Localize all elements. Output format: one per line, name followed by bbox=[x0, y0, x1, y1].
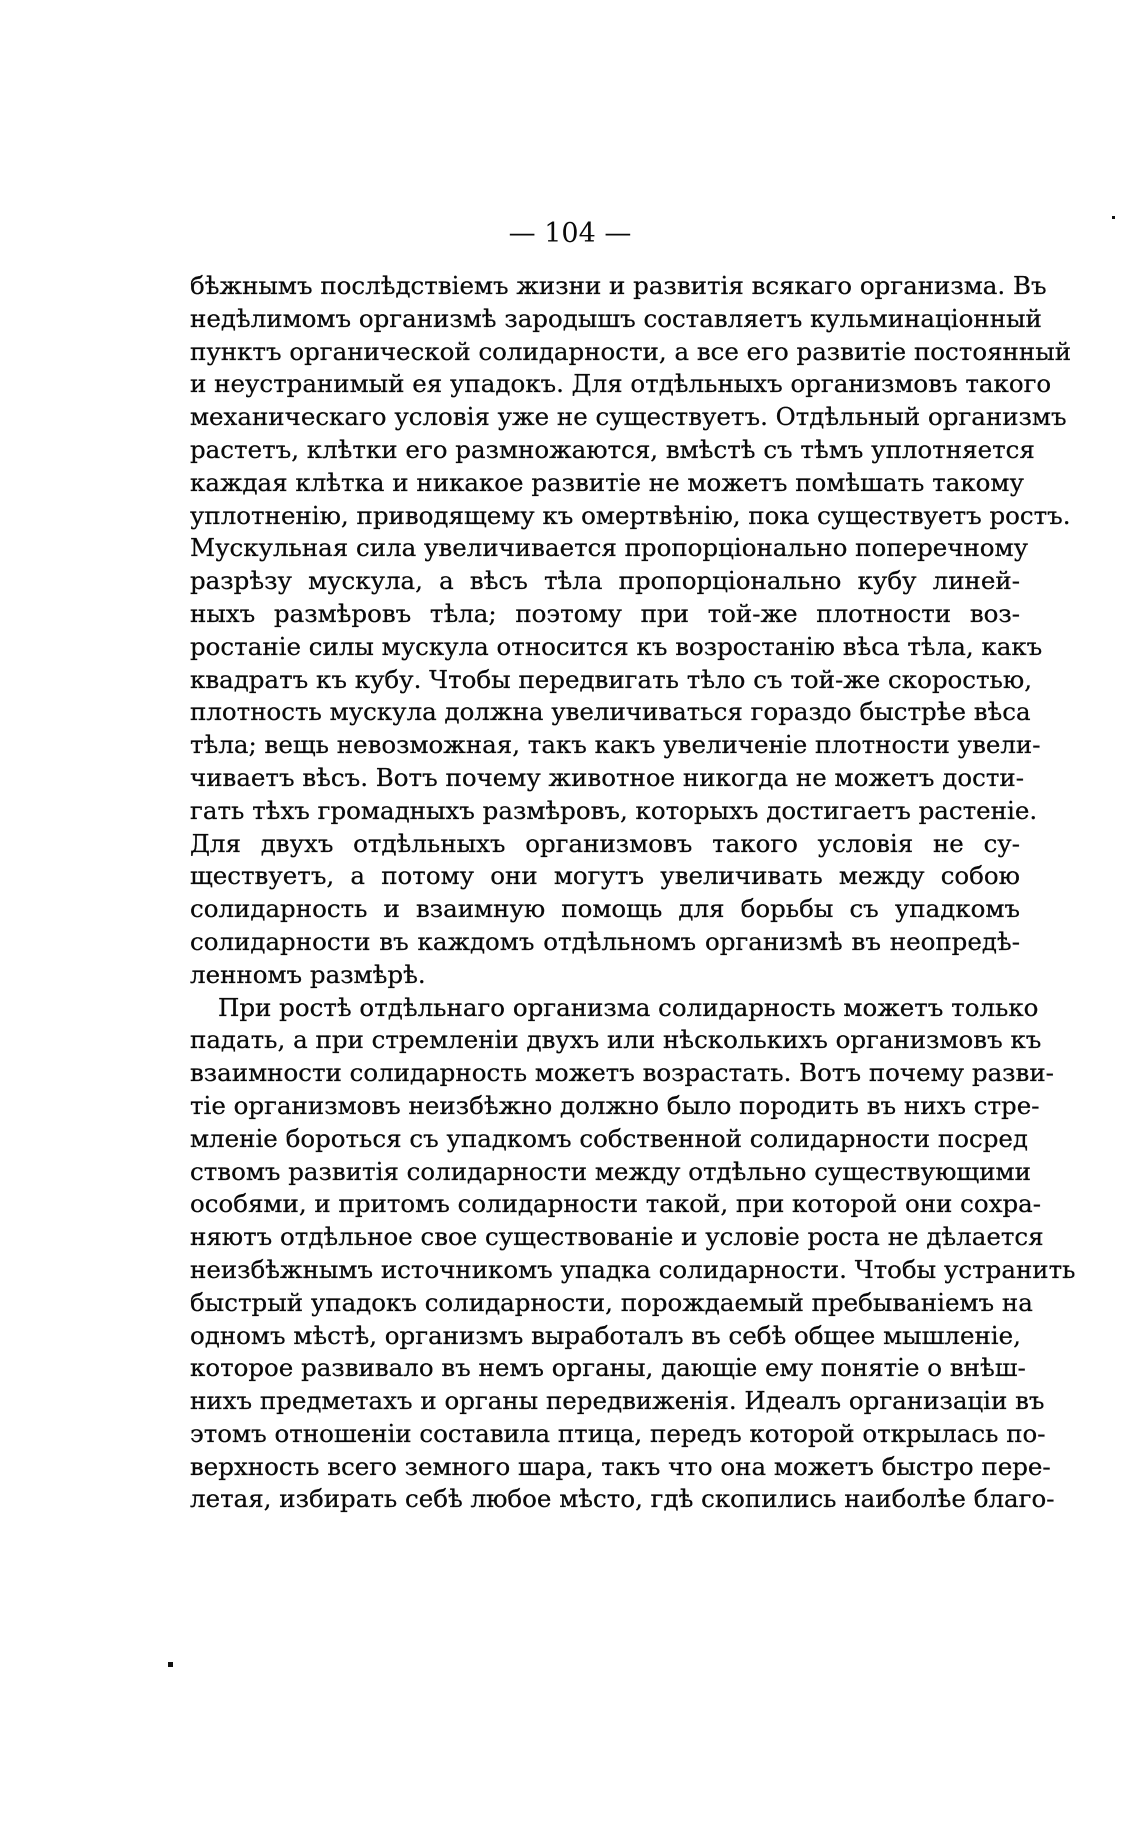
text-line: пунктъ органической солидарности, а все его развитіе постоянный bbox=[190, 336, 1072, 366]
text-line: верхность всего земного шара, такъ что она можетъ быстро пере- bbox=[190, 1451, 1051, 1481]
text-line: которое развивало въ немъ органы, дающіе ему понятіе о внѣш- bbox=[190, 1353, 1026, 1383]
text-line: солидарности въ каждомъ отдѣльномъ организмѣ въ неопредѣ- bbox=[190, 926, 1020, 956]
text-line: уплотненію, приводящему къ омертвѣнію, пока существуетъ ростъ. bbox=[190, 500, 1071, 530]
text-line: плотность мускула должна увеличиваться гораздо быстрѣе вѣса bbox=[190, 697, 1031, 727]
text-line: одномъ мѣстѣ, организмъ выработалъ въ себѣ общее мышленіе, bbox=[190, 1320, 1021, 1350]
text-line: разрѣзу мускула, а вѣсъ тѣла пропорціонально кубу линей- bbox=[190, 566, 1020, 596]
text-line: ленномъ размѣрѣ. bbox=[190, 959, 426, 989]
text-line: бѣжнымъ послѣдствіемъ жизни и развитія всякаго организма. Въ bbox=[190, 271, 1047, 300]
text-line: квадратъ къ кубу. Чтобы передвигать тѣло съ той-же скоростью, bbox=[190, 664, 1033, 694]
paragraph bbox=[190, 270, 1072, 992]
text-line: ныхъ размѣровъ тѣла; поэтому при той-же плотности воз- bbox=[190, 598, 1020, 628]
text-line: растетъ, клѣтки его размножаются, вмѣстѣ съ тѣмъ уплотняется bbox=[190, 434, 1035, 464]
text-line: солидарность и взаимную помощь для борьбы съ упадкомъ bbox=[190, 894, 1020, 924]
text-line: няютъ отдѣльное свое существованіе и условіе роста не дѣлается bbox=[190, 1222, 1044, 1252]
text-line: взаимности солидарность можетъ возрастать. Вотъ почему разви- bbox=[190, 1058, 1054, 1088]
ink-speck bbox=[1112, 216, 1115, 219]
text-line: При ростѣ отдѣльнаго организма солидарность можетъ только bbox=[218, 992, 1039, 1022]
page-number: — 104 — bbox=[508, 218, 632, 249]
body-text bbox=[190, 270, 1076, 1516]
text-line: нихъ предметахъ и органы передвиженія. Идеалъ организаціи въ bbox=[190, 1386, 1045, 1416]
text-line: гать тѣхъ громадныхъ размѣровъ, которыхъ достигаетъ растеніе. bbox=[190, 795, 1038, 825]
text-line: каждая клѣтка и никакое развитіе не можетъ помѣшать такому bbox=[190, 467, 1024, 497]
text-line: особями, и притомъ солидарности такой, при которой они сохра- bbox=[190, 1189, 1042, 1219]
text-line: мленіе бороться съ упадкомъ собственной солидарности посред bbox=[190, 1123, 1028, 1153]
text-line: Для двухъ отдѣльныхъ организмовъ такого условія не су- bbox=[190, 828, 1020, 858]
text-line: тѣла; вещь невозможная, такъ какъ увеличеніе плотности увели- bbox=[190, 730, 1041, 760]
text-line: Мускульная сила увеличивается пропорціонально поперечному bbox=[190, 533, 1029, 563]
text-line: и неустранимый ея упадокъ. Для отдѣльныхъ организмовъ такого bbox=[190, 369, 1052, 399]
text-line: летая, избирать себѣ любое мѣсто, гдѣ скопились наиболѣе благо- bbox=[190, 1484, 1055, 1514]
paragraph bbox=[190, 992, 1076, 1517]
ink-speck bbox=[168, 1662, 173, 1667]
text-line: механическаго условія уже не существуетъ. Отдѣльный организмъ bbox=[190, 402, 1067, 432]
text-line: быстрый упадокъ солидарности, порождаемый пребываніемъ на bbox=[190, 1287, 1033, 1317]
text-line: недѣлимомъ организмѣ зародышъ составляетъ кульминаціонный bbox=[190, 303, 1042, 333]
text-line: чиваетъ вѣсъ. Вотъ почему животное никогда не можетъ дости- bbox=[190, 762, 1025, 792]
text-line: ществуетъ, а потому они могутъ увеличивать между собою bbox=[190, 861, 1020, 891]
text-line: падать, а при стремленіи двухъ или нѣсколькихъ организмовъ къ bbox=[190, 1025, 1042, 1055]
text-line: этомъ отношеніи составила птица, передъ которой открылась по- bbox=[190, 1418, 1046, 1448]
text-line: тіе организмовъ неизбѣжно должно было породить въ нихъ стре- bbox=[190, 1090, 1040, 1120]
text-line: ствомъ развитія солидарности между отдѣльно существующими bbox=[190, 1156, 1031, 1186]
text-line: неизбѣжнымъ источникомъ упадка солидарности. Чтобы устранить bbox=[190, 1254, 1076, 1284]
text-line: ростаніе силы мускула относится къ возростанію вѣса тѣла, какъ bbox=[190, 631, 1043, 661]
